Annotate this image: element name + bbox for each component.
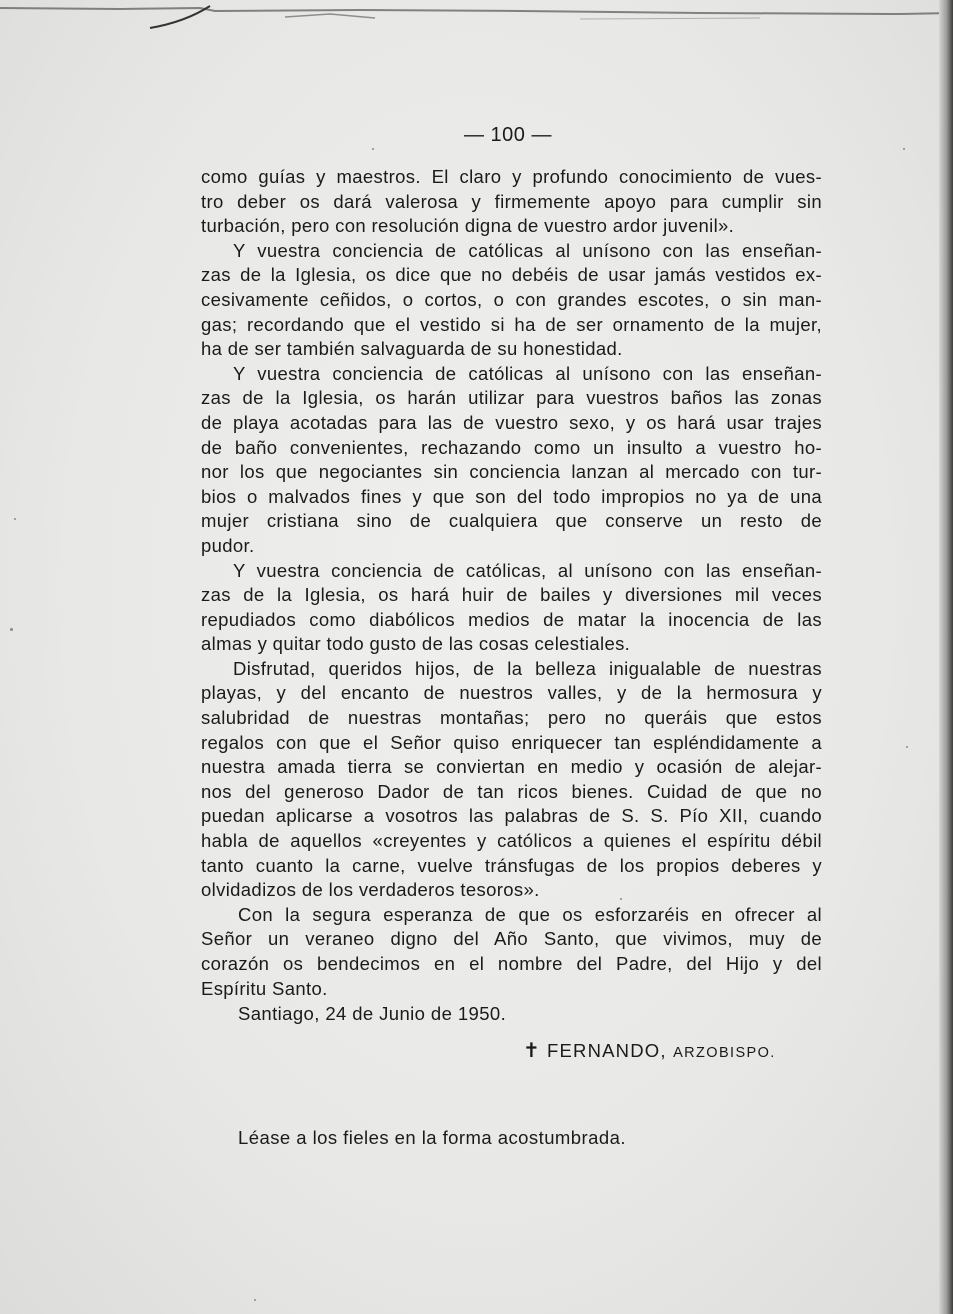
text-line: nor los que negociantes sin conciencia lanzan al mercado con tur-	[201, 461, 822, 483]
text-line: zas de la Iglesia, os harán utilizar para vuestros baños las zonas	[201, 387, 822, 409]
torn-top-edge	[0, 0, 953, 40]
paragraph-2	[201, 239, 822, 362]
text-line: corazón os bendecimos en el nombre del Padre, del Hijo y del	[201, 953, 822, 974]
text-line: zas de la Iglesia, os hará huir de bailes y diversiones mil veces	[201, 584, 822, 606]
text-line: regalos con que el Señor quiso enriquecer tan espléndidamente a	[201, 731, 822, 753]
text-line: mujer cristiana sino de cualquiera que conserve un resto de	[201, 510, 822, 532]
text-line: de playa acotadas para las de vuestro sexo, y os hará usar trajes	[201, 411, 822, 433]
paragraph-1	[201, 165, 822, 239]
text-line: repudiados como diabólicos medios de matar la inocencia de las	[201, 608, 822, 630]
text-line: nuestra amada tierra se conviertan en medio y ocasión de alejar-	[201, 756, 822, 778]
paragraph-3	[201, 362, 822, 559]
text-line: Disfrutad, queridos hijos, de la belleza inigualable de nuestras	[233, 657, 822, 679]
text-line: zas de la Iglesia, os dice que no debéis de usar jamás vestidos ex-	[201, 264, 822, 286]
reading-note: Léase a los fieles en la forma acostumbrada.	[238, 1127, 626, 1148]
text-line: playas, y del encanto de nuestros valles, y de la hermosura y	[201, 682, 822, 704]
signature	[523, 1038, 776, 1066]
text-line: Y vuestra conciencia de católicas al unísono con las enseñan-	[233, 362, 822, 384]
paragraph-6	[201, 903, 822, 1001]
text-line: bios o malvados fines y que son del todo impropios no ya de una	[201, 485, 822, 507]
text-line: Espíritu Santo.	[201, 977, 328, 999]
paragraph-4	[201, 559, 822, 657]
text-line: tanto cuanto la carne, vuelve tránsfugas de los propios deberes y	[201, 854, 822, 876]
text-line: olvidadizos de los verdaderos tesoros».	[201, 879, 540, 901]
page-edge-shadow	[939, 0, 953, 1314]
text-line: nos del generoso Dador de tan ricos bienes. Cuidad de que no	[201, 780, 822, 802]
text-line: puedan aplicarse a vosotros las palabras de S. S. Pío XII, cuando	[201, 805, 822, 827]
paper-speck	[254, 1299, 256, 1301]
text-line: pudor.	[201, 534, 255, 556]
text-line: tro deber os dará valerosa y firmemente apoyo para cumplir sin	[201, 190, 822, 212]
paper-speck	[10, 628, 13, 631]
cross-icon: ✝	[523, 1040, 541, 1062]
text-line: Y vuestra conciencia de católicas, al unísono con las enseñan-	[233, 559, 822, 581]
page-number: — 100 —	[464, 124, 552, 146]
paper-speck	[903, 148, 905, 150]
text-line: gas; recordando que el vestido si ha de ser ornamento de la mujer,	[201, 313, 822, 335]
text-line: cesivamente ceñidos, o cortos, o con grandes escotes, o sin man-	[201, 288, 822, 310]
text-line: turbación, pero con resolución digna de vuestro ardor juvenil».	[201, 215, 735, 237]
body-text	[201, 165, 822, 1001]
paper-speck	[372, 148, 374, 150]
paper-speck	[14, 518, 16, 520]
paper-speck	[906, 746, 908, 748]
paper-speck	[620, 898, 622, 900]
text-line: salubridad de nuestras montañas; pero no queráis que estos	[201, 707, 822, 729]
signature-title: ARZOBISPO.	[673, 1045, 776, 1061]
signature-name: FERNANDO,	[546, 1040, 667, 1061]
text-line: Y vuestra conciencia de católicas al unísono con las enseñan-	[233, 239, 822, 261]
text-line: habla de aquellos «creyentes y católicos a quienes el espíritu débil	[201, 830, 822, 852]
text-line: almas y quitar todo gusto de las cosas celestiales.	[201, 633, 631, 655]
text-line: ha de ser también salvaguarda de su honestidad.	[201, 338, 623, 360]
paragraph-5	[201, 657, 822, 903]
text-line: de baño convenientes, rechazando como un insulto a vuestro ho-	[201, 436, 822, 458]
text-line: Señor un veraneo digno del Año Santo, que vivimos, muy de	[201, 928, 822, 950]
place-date: Santiago, 24 de Junio de 1950.	[238, 1003, 507, 1024]
text-line: Con la segura esperanza de que os esforzaréis en ofrecer al	[238, 903, 822, 925]
text-line: como guías y maestros. El claro y profundo conocimiento de vues-	[201, 166, 822, 187]
